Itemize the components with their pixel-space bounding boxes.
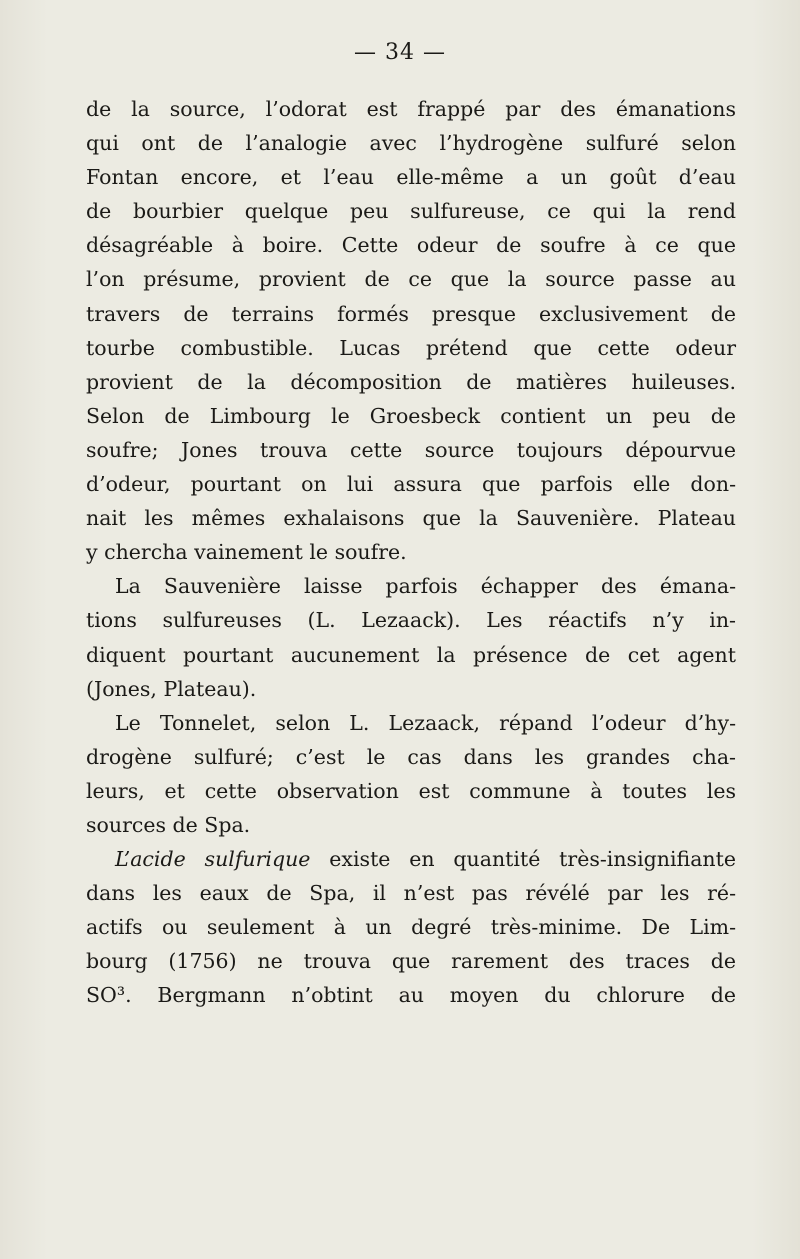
text-line: Fontan encore, et l’eau elle-même a un goût d’eau xyxy=(86,165,736,190)
text-line: d’odeur, pourtant on lui assura que parfois elle don- xyxy=(86,472,736,497)
text-line: nait les mêmes exhalaisons que la Sauvenière. Plateau xyxy=(86,506,736,531)
italic-term: L’acide sulfurique xyxy=(115,847,311,872)
text-line: travers de terrains formés presque exclusivement de xyxy=(86,301,736,326)
text-line: Le Tonnelet, selon L. Lezaack, répand l’odeur d’hy- xyxy=(115,710,736,735)
text-line: provient de la décomposition de matières huileuses. xyxy=(86,369,736,394)
text-line: dans les eaux de Spa, il n’est pas révélé par les ré- xyxy=(86,881,736,906)
page-number: — 34 — xyxy=(354,40,446,65)
text-line-remainder: existe en quantité très-insignifiante xyxy=(329,847,736,872)
text-line: drogène sulfuré; c’est le cas dans les grandes cha- xyxy=(86,744,736,769)
text-line: diquent pourtant aucunement la présence de cet agent xyxy=(86,642,736,667)
text-line: désagréable à boire. Cette odeur de soufre à ce que xyxy=(86,233,736,258)
text-line: actifs ou seulement à un degré très-minime. De Lim- xyxy=(86,915,736,940)
text-line: bourg (1756) ne trouva que rarement des traces de xyxy=(86,949,736,974)
text-line: La Sauvenière laisse parfois échapper des émana- xyxy=(115,574,736,599)
text-line: Selon de Limbourg le Groesbeck contient un peu de xyxy=(86,403,736,428)
text-line: leurs, et cette observation est commune à toutes les xyxy=(86,778,736,803)
text-line: (Jones, Plateau). xyxy=(86,676,257,701)
text-line-with-italic-lead xyxy=(86,842,736,876)
text-line: sources de Spa. xyxy=(86,812,251,837)
text-line: y chercha vainement le soufre. xyxy=(86,540,407,565)
text-line: qui ont de l’analogie avec l’hydrogène sulfuré selon xyxy=(86,131,736,156)
text-line: de la source, l’odorat est frappé par des émanations xyxy=(86,97,736,121)
text-line: l’on présume, provient de ce que la source passe au xyxy=(86,267,736,292)
text-line: soufre; Jones trouva cette source toujours dépourvue xyxy=(86,437,736,462)
text-line: tions sulfureuses (L. Lezaack). Les réactifs n’y in- xyxy=(86,608,736,633)
body-text xyxy=(86,92,736,1013)
text-line: de bourbier quelque peu sulfureuse, ce qui la rend xyxy=(86,199,736,224)
text-line: SO³. Bergmann n’obtint au moyen du chlorure de xyxy=(86,983,736,1008)
text-line: tourbe combustible. Lucas prétend que cette odeur xyxy=(86,335,736,360)
